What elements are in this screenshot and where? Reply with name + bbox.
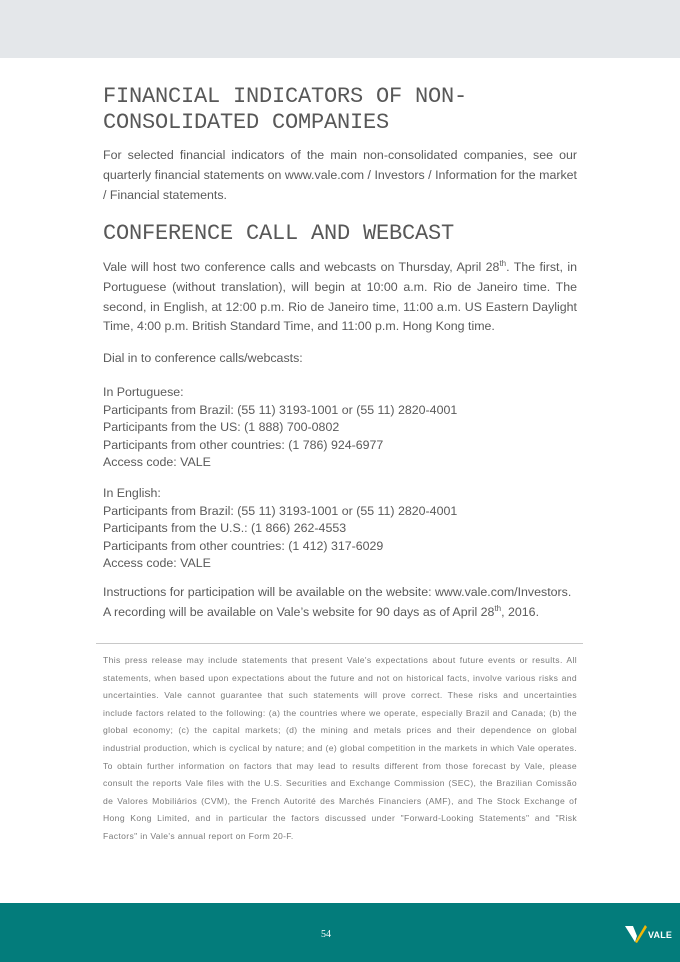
portuguese-other-number: Participants from other countries: (1 786) 924-6977 [103,437,384,452]
section-title-conference-call: CONFERENCE CALL AND WEBCAST [103,221,455,246]
section-title-financial-indicators [103,84,467,136]
intro-text-2: . The first, in Portuguese (without translation), will begin at 10:00 a.m. Rio de Janeiro time. The second, in English, at 12:00 p.m. Rio de Janeiro time, 11:00 a.m. US Eastern Daylight Time, 4:00 p.m. British Standard Time, and 11:00 p.m. Hong Kong time. [103,260,578,334]
section-title-line-2: CONSOLIDATED COMPANIES [103,110,390,135]
portuguese-us-number: Participants from the US: (1 888) 700-0802 [103,420,340,434]
footer-band [0,903,680,962]
english-dial-in-block [103,485,457,573]
forward-looking-disclaimer: This press release may include statements that present Vale's expectations about future events or results. All statements, when based upon expectations about the future and not on historical facts, involve various risks and uncertainties. Vale cannot guarantee that such statements will prove correct. These risks and uncertainties include factors related to the following: (a) the countries where we operate, especially Brazil and Canada; (b) the global economy; (c) the capital markets; (d) the mining and metals prices and their dependence on global industrial production, which is cyclical by nature; and (e) global competition in the markets in which Vale operates. To obtain further information on factors that may lead to results different from those forecast by Vale, please consult the reports Vale files with the U.S. Securities and Exchange Commission (SEC), the Brazilian Comissão de Valores Mobiliários (CVM), the French Autorité des Marchés Financiers (AMF), and The Stock Exchange of Hong Kong Limited, and in particular the factors discussed under "Forward-Looking Statements" and "Risk Factors" in Vale's annual report on Form 20-F. [103,655,577,841]
portuguese-heading: In Portuguese: [103,385,184,399]
instructions-text-1: Instructions for participation will be available on the website: www.vale.com/Investors. A recording will be available on Vale’s website for 90 days as of April 28 [103,585,572,619]
vale-logo [624,921,678,947]
portuguese-access-code: Access code: VALE [103,455,211,469]
header-band [0,0,680,58]
participation-instructions [103,583,577,623]
section-title-line-1: FINANCIAL INDICATORS OF NON- [103,84,468,109]
divider-line [96,643,583,644]
vale-v-logo-icon [624,921,648,945]
intro-superscript: th [499,258,507,268]
portuguese-dial-in-block [103,384,457,472]
english-brazil-numbers: Participants from Brazil: (55 11) 3193-1001 or (55 11) 2820-4001 [103,503,458,518]
logo-text: VALE [648,930,673,940]
english-us-number: Participants from the U.S.: (1 866) 262-4553 [103,521,347,535]
instructions-text-2: , 2016. [501,604,540,619]
english-other-number: Participants from other countries: (1 412) 317-6029 [103,538,384,553]
dial-in-label: Dial in to conference calls/webcasts: [103,351,303,365]
instructions-superscript: th [494,603,502,613]
conference-call-intro [103,258,577,337]
financial-indicators-paragraph: For selected financial indicators of the main non-consolidated companies, see our quarterly financial statements on www.vale.com / Investors / Information for the market / Financial statements. [103,148,577,202]
english-heading: In English: [103,486,161,500]
page-number: 54 [321,929,331,940]
intro-text-1: Vale will host two conference calls and webcasts on Thursday, April 28 [103,260,500,274]
english-access-code: Access code: VALE [103,556,211,570]
portuguese-brazil-numbers: Participants from Brazil: (55 11) 3193-1001 or (55 11) 2820-4001 [103,402,458,417]
